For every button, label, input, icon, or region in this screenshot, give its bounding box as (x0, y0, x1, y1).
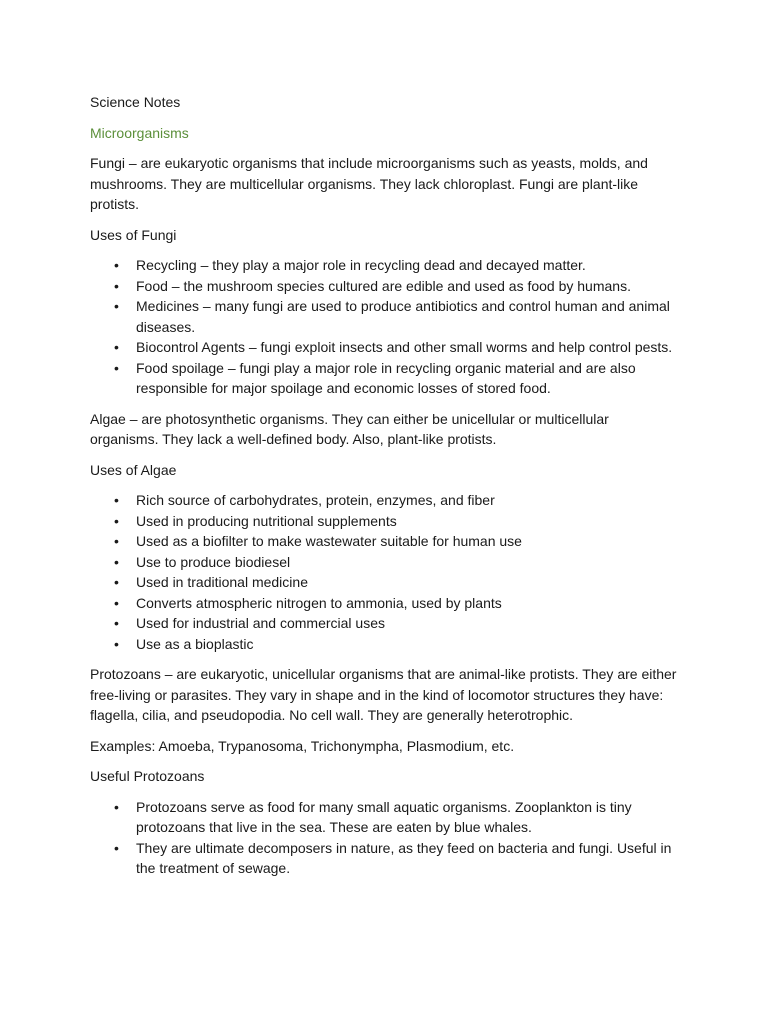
algae-uses-heading: Uses of Algae (90, 461, 177, 478)
list-item: • Biocontrol Agents – fungi exploit insects and other small worms and help control pests. (136, 337, 680, 358)
list-item: • Food spoilage – fungi play a major role in recycling organic material and are also responsible for major spoilage and economic losses of stored food. (136, 358, 680, 399)
algae-paragraph: Algae – are photosynthetic organisms. They can either be unicellular or multicellular organisms. They lack a well-defined body. Also, plant-like protists. (90, 410, 609, 447)
list-item: • Used for industrial and commercial uses (136, 613, 680, 634)
list-item: • Medicines – many fungi are used to produce antibiotics and control human and animal diseases. (136, 296, 680, 337)
fungi-uses-list (90, 255, 680, 399)
protozoa-uses-list (90, 797, 680, 879)
list-item: • Use to produce biodiesel (136, 552, 680, 573)
list-item: • They are ultimate decomposers in nature, as they feed on bacteria and fungi. Useful in the treatment of sewage. (136, 838, 680, 879)
list-item: • Used in producing nutritional supplements (136, 511, 680, 532)
protozoa-examples: Examples: Amoeba, Trypanosoma, Trichonympha, Plasmodium, etc. (90, 737, 515, 754)
list-item: • Converts atmospheric nitrogen to ammonia, used by plants (136, 593, 680, 614)
protozoa-uses-heading: Useful Protozoans (90, 768, 205, 784)
fungi-uses-heading: Uses of Fungi (90, 226, 177, 243)
list-item: • Protozoans serve as food for many small aquatic organisms. Zooplankton is tiny protozoans that live in the sea. These are eaten by blue whales. (136, 797, 680, 838)
page-title: Science Notes (90, 94, 181, 110)
list-item: • Used as a biofilter to make wastewater suitable for human use (136, 531, 680, 552)
list-item: • Food – the mushroom species cultured are edible and used as food by humans. (136, 276, 680, 297)
fungi-paragraph: Fungi – are eukaryotic organisms that include microorganisms such as yeasts, molds, and mushrooms. They are multicellular organisms. They lack chloroplast. Fungi are plant-like protists. (90, 155, 648, 212)
algae-uses-list (90, 490, 680, 654)
list-item: • Rich source of carbohydrates, protein, enzymes, and fiber (136, 490, 680, 511)
protozoa-paragraph: Protozoans – are eukaryotic, unicellular organisms that are animal-like protists. They are either free-living or parasites. They vary in shape and in the kind of locomotor structures they have: flagella, cilia, and pseudopodia. No cell wall. They are generally heterotrophic. (90, 666, 677, 723)
list-item: • Recycling – they play a major role in recycling dead and decayed matter. (136, 255, 680, 276)
section-heading-microorganisms: Microorganisms (90, 124, 189, 141)
list-item: • Used in traditional medicine (136, 572, 680, 593)
list-item: • Use as a bioplastic (136, 634, 680, 655)
